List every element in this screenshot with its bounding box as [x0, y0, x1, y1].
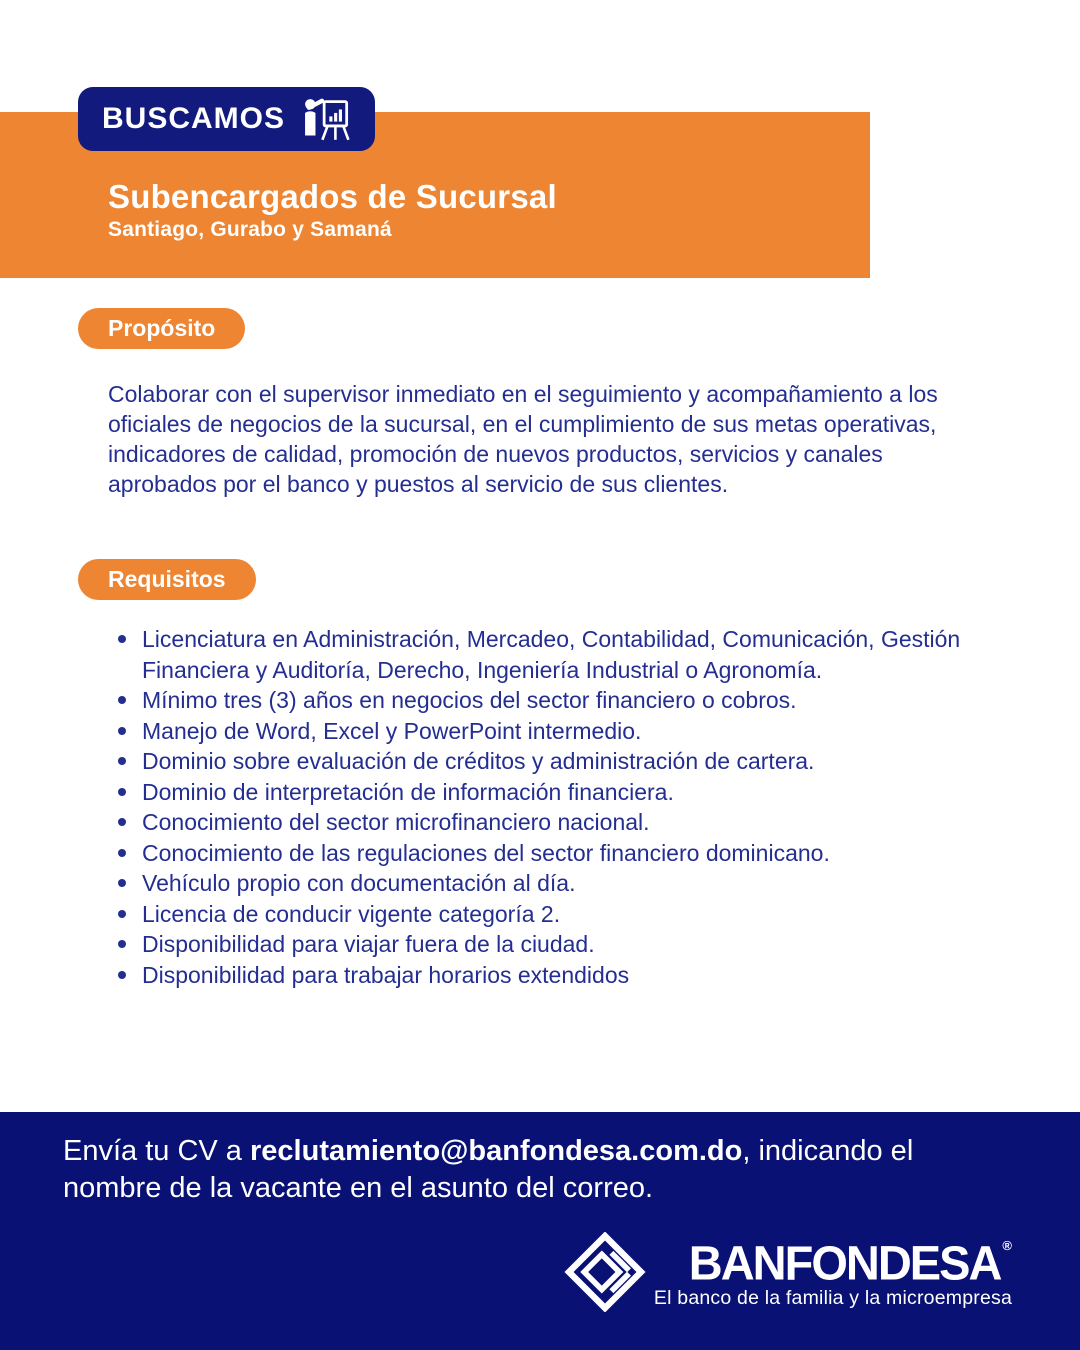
list-item: Manejo de Word, Excel y PowerPoint intermedio.: [112, 716, 972, 747]
logo-wordline: [688, 1235, 1012, 1290]
logo-tagline: El banco de la familia y la microempresa: [653, 1287, 1012, 1309]
list-item: Dominio de interpretación de información financiera.: [112, 777, 972, 808]
list-item: Dominio sobre evaluación de créditos y administración de cartera.: [112, 746, 972, 777]
presenter-easel-icon: [299, 97, 351, 141]
diamond-logo-icon: [564, 1232, 646, 1317]
logo-wordmark: BANFONDESA: [688, 1235, 1001, 1290]
proposito-label: Propósito: [108, 315, 216, 341]
job-title: Subencargados de Sucursal: [108, 178, 557, 215]
buscamos-label: BUSCAMOS: [102, 102, 286, 135]
proposito-paragraph: Colaborar con el supervisor inmediato en el seguimiento y acompañamiento a los oficiales de negocios de la sucursal, en el cumplimiento de sus metas operativas, indicadores de calidad, promoción de nuevos productos, servicios y canales aprobados por el banco y puestos al servicio de sus clientes.: [108, 381, 938, 497]
list-item: Conocimiento del sector microfinanciero nacional.: [112, 807, 972, 838]
list-item: Conocimiento de las regulaciones del sector financiero dominicano.: [112, 838, 972, 869]
registered-trademark-symbol: ®: [1002, 1238, 1012, 1253]
logo-text-block: [653, 1235, 1012, 1310]
banfondesa-logo: [564, 1232, 1012, 1317]
list-item: Licencia de conducir vigente categoría 2.: [112, 899, 972, 930]
list-item: Mínimo tres (3) años en negocios del sector financiero o cobros.: [112, 685, 972, 716]
list-item: Licenciatura en Administración, Mercadeo, Contabilidad, Comunicación, Gestión Financiera y Auditoría, Derecho, Ingeniería Industrial o Agronomía.: [112, 624, 972, 685]
list-item: Disponibilidad para trabajar horarios extendidos: [112, 960, 972, 991]
cv-instructions: [63, 1133, 1018, 1207]
requisitos-list: [112, 624, 972, 990]
requisitos-label: Requisitos: [108, 566, 226, 592]
recruitment-email: reclutamiento@banfondesa.com.do: [250, 1135, 743, 1167]
list-item: Vehículo propio con documentación al día.: [112, 868, 972, 899]
proposito-section-pill: [78, 308, 245, 349]
job-locations: Santiago, Gurabo y Samaná: [108, 218, 392, 241]
requisitos-section-pill: [78, 559, 256, 600]
buscamos-badge: [78, 87, 375, 151]
cta-prefix: Envía tu CV a: [63, 1135, 250, 1167]
list-item: Disponibilidad para viajar fuera de la ciudad.: [112, 929, 972, 960]
cta-suffix: , indicando el nombre de la vacante en el asunto del correo.: [63, 1135, 914, 1204]
